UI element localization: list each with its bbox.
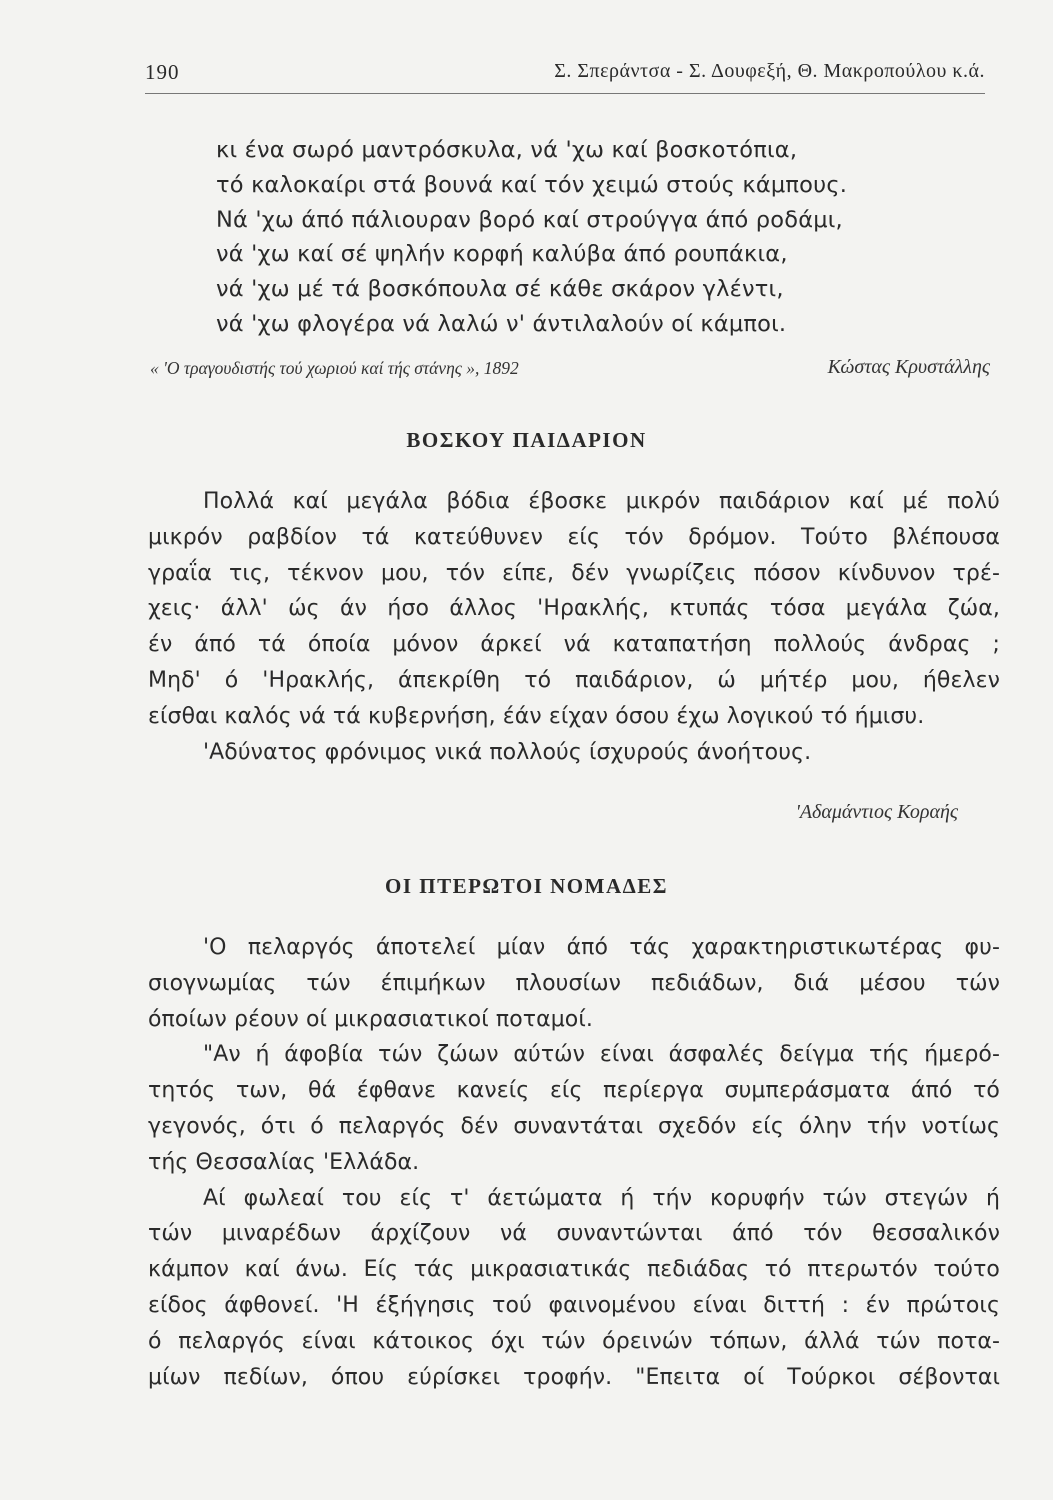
- poem-source: [150, 352, 990, 386]
- page-number: 190: [145, 60, 180, 84]
- paragraph-line: γεγονός, ότι ό πελαργός δέν συναντάται σχεδόν είς όλην τήν νοτίως: [148, 1113, 1000, 1139]
- paragraph-line: "Αν ή άφοβία τών ζώων αύτών είναι άσφαλές δείγμα τής ήμερό-: [203, 1042, 1000, 1068]
- poem-source-title: « 'Ο τραγουδιστής τού χωριού καί τής στάνης », 1892: [150, 358, 519, 378]
- paragraph-line: όποίων ρέουν οί μικρασιατικοί ποταμοί.: [148, 1006, 594, 1032]
- paragraph-line: είδος άφθονεί. 'Η έξήγησις τού φαινομένου είναι διττή : έν πρώτοις: [148, 1292, 1000, 1318]
- paragraph-line: γραΐα τις, τέκνον μου, τόν είπε, δέν γνωρίζεις πόσον κίνδυνον τρέ-: [148, 560, 1000, 586]
- paragraph-line: τητός των, θά έφθανε κανείς είς περίεργα συμπεράσματα άπό τό: [148, 1078, 1000, 1104]
- running-head: Σ. Σπεράντσα - Σ. Δουφεξή, Θ. Μακροπούλου κ.ά.: [554, 60, 985, 82]
- paragraph-line: κάμπον καί άνω. Είς τάς μικρασιατικάς πεδιάδας τό πτερωτόν τούτο: [148, 1257, 1000, 1283]
- poem-line: τό καλοκαίρι στά βουνά καί τόν χειμώ στούς κάμπους.: [216, 171, 848, 198]
- paragraph-line: Αί φωλεαί του είς τ' άετώματα ή τήν κορυφήν τών στεγών ή: [203, 1185, 1000, 1211]
- poem-line: Νά 'χω άπό πάλιουραν βορό καί στρούγγα άπό ροδάμι,: [216, 206, 843, 233]
- paragraph-line: 'Ο πελαργός άποτελεί μίαν άπό τάς χαρακτηριστικωτέρας φυ-: [203, 935, 1000, 960]
- paragraph-line: ό πελαργός είναι κάτοικος όχι τών όρεινών τόπων, άλλά τών ποτα-: [148, 1328, 1000, 1354]
- paragraph-line: μικρόν ραβδίον τά κατεύθυνεν είς τόν δρόμον. Τούτο βλέπουσα: [148, 524, 1000, 550]
- paragraph-line: σιογνωμίας τών έπιμήκων πλουσίων πεδιάδων, διά μέσου τών: [148, 970, 1000, 996]
- paragraph-line: έν άπό τά όποία μόνον άρκεί νά καταπατήση πολλούς άνδρας ;: [148, 632, 1000, 658]
- page-header: [145, 60, 985, 88]
- section-heading-nomades: ΟΙ ΠΤΕΡΩΤΟΙ ΝΟΜΑΔΕΣ: [384, 874, 669, 898]
- paragraph-line: Μηδ' ό 'Ηρακλής, άπεκρίθη τό παιδάριον, ώ μήτέρ μου, ήθελεν: [148, 667, 1000, 693]
- poem-line: νά 'χω καί σέ ψηλήν κορφή καλύβα άπό ρουπάκια,: [216, 241, 788, 268]
- header-rule: [145, 93, 985, 94]
- poem-line: νά 'χω μέ τά βοσκόπουλα σέ κάθε σκάρον γλέντι,: [216, 276, 784, 303]
- section-heading-boskou: ΒΟΣΚΟΥ ΠΑΙΔΑΡΙΟΝ: [406, 428, 647, 452]
- paragraph-line: μίων πεδίων, όπου εύρίσκει τροφήν. "Επειτα οί Τούρκοι σέβονται: [148, 1364, 1000, 1390]
- paragraph-line: χεις· άλλ' ώς άν ήσο άλλος 'Ηρακλής, κτυπάς τόσα μεγάλα ζώα,: [148, 596, 1000, 622]
- moral-line: 'Αδύνατος φρόνιμος νικά πολλούς ίσχυρούς άνοήτους.: [203, 739, 812, 765]
- section-body-nomades: [148, 930, 1000, 1395]
- poem-excerpt: [216, 133, 986, 342]
- poem-line: νά 'χω φλογέρα νά λαλώ ν' άντιλαλούν οί κάμποι.: [216, 310, 787, 337]
- paragraph-line: τών μιναρέδων άρχίζουν νά συναντώνται άπό τόν θεσσαλικόν: [148, 1221, 1000, 1247]
- paragraph-line: είσθαι καλός νά τά κυβερνήση, έάν είχαν όσου έχω λογικού τό ήμισυ.: [148, 703, 925, 729]
- section-body-boskou: [148, 484, 1000, 770]
- poem-line: κι ένα σωρό μαντρόσκυλα, νά 'χω καί βοσκοτόπια,: [216, 137, 798, 163]
- paragraph-line: τής Θεσσαλίας 'Ελλάδα.: [148, 1149, 420, 1175]
- section-author-korais: 'Αδαμάντιος Κοραής: [795, 801, 958, 823]
- paragraph-line: Πολλά καί μεγάλα βόδια έβοσκε μικρόν παιδάριον καί μέ πολύ: [203, 489, 1000, 514]
- poem-author: Κώστας Κρυστάλλης: [827, 356, 990, 378]
